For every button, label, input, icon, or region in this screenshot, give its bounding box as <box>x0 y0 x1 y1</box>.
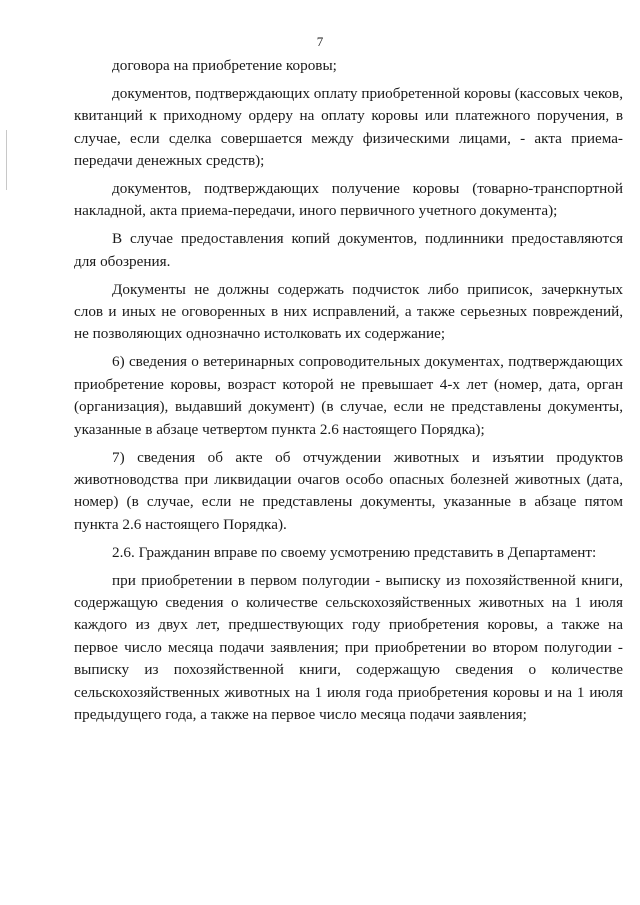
document-body <box>74 55 623 726</box>
paragraph-item-6: 6) сведения о ветеринарных сопроводительных документах, подтверждающих приобретение коровы, возраст которой не превышает 4-х лет (номер, дата, орган (организация), выдавший документ) (в случае, если не представлены документы, указанные в абзаце четвертом пункта 2.6 настоящего Порядка); <box>74 353 623 438</box>
paragraph-contract: договора на приобретение коровы; <box>112 57 337 74</box>
paragraph-household-book-extract: при приобретении в первом полугодии - выписку из похозяйственной книги, содержащую сведения о количестве сельскохозяйственных животных на 1 июля каждого из двух лет, предшествующих году приобретения коровы, а также на первое число месяца подачи заявления; при приобретении во втором полугодии - выписку из похозяйственной книги, содержащую сведения о количестве сельскохозяйственных животных на 1 июля года приобретения коровы и на 1 июля предыдущего года, а также на первое число месяца подачи заявления; <box>74 571 623 723</box>
scan-margin-mark <box>6 130 7 190</box>
paragraph-copies-note: В случае предоставления копий документов, подлинники предоставляются для обозрения. <box>74 230 623 270</box>
paragraph-receipt-documents: документов, подтверждающих получение коровы (товарно-транспортной накладной, акта приема-передачи, иного первичного учетного документа); <box>74 180 623 220</box>
paragraph-section-2-6: 2.6. Гражданин вправе по своему усмотрению представить в Департамент: <box>112 543 597 561</box>
page-number: 7 <box>316 34 324 49</box>
paragraph-payment-documents: документов, подтверждающих оплату приобретенной коровы (кассовых чеков, квитанций к приходному ордеру на оплату коровы или платежного поручения, в случае, если сделка совершается между физическими лицами, - акта приема-передачи денежных средств); <box>74 84 623 170</box>
paragraph-document-requirements: Документы не должны содержать подчисток либо приписок, зачеркнутых слов и иных не оговоренных в них исправлений, а также серьезных повреждений, не позволяющих однозначно истолковать их содержание; <box>74 280 623 343</box>
paragraph-item-7: 7) сведения об акте об отчуждении животных и изъятии продуктов животноводства при ликвидации очагов особо опасных болезней животных (дата, номер) (в случае, если не представлены документы, указанные в абзаце пятом пункта 2.6 настоящего Порядка). <box>74 448 623 533</box>
